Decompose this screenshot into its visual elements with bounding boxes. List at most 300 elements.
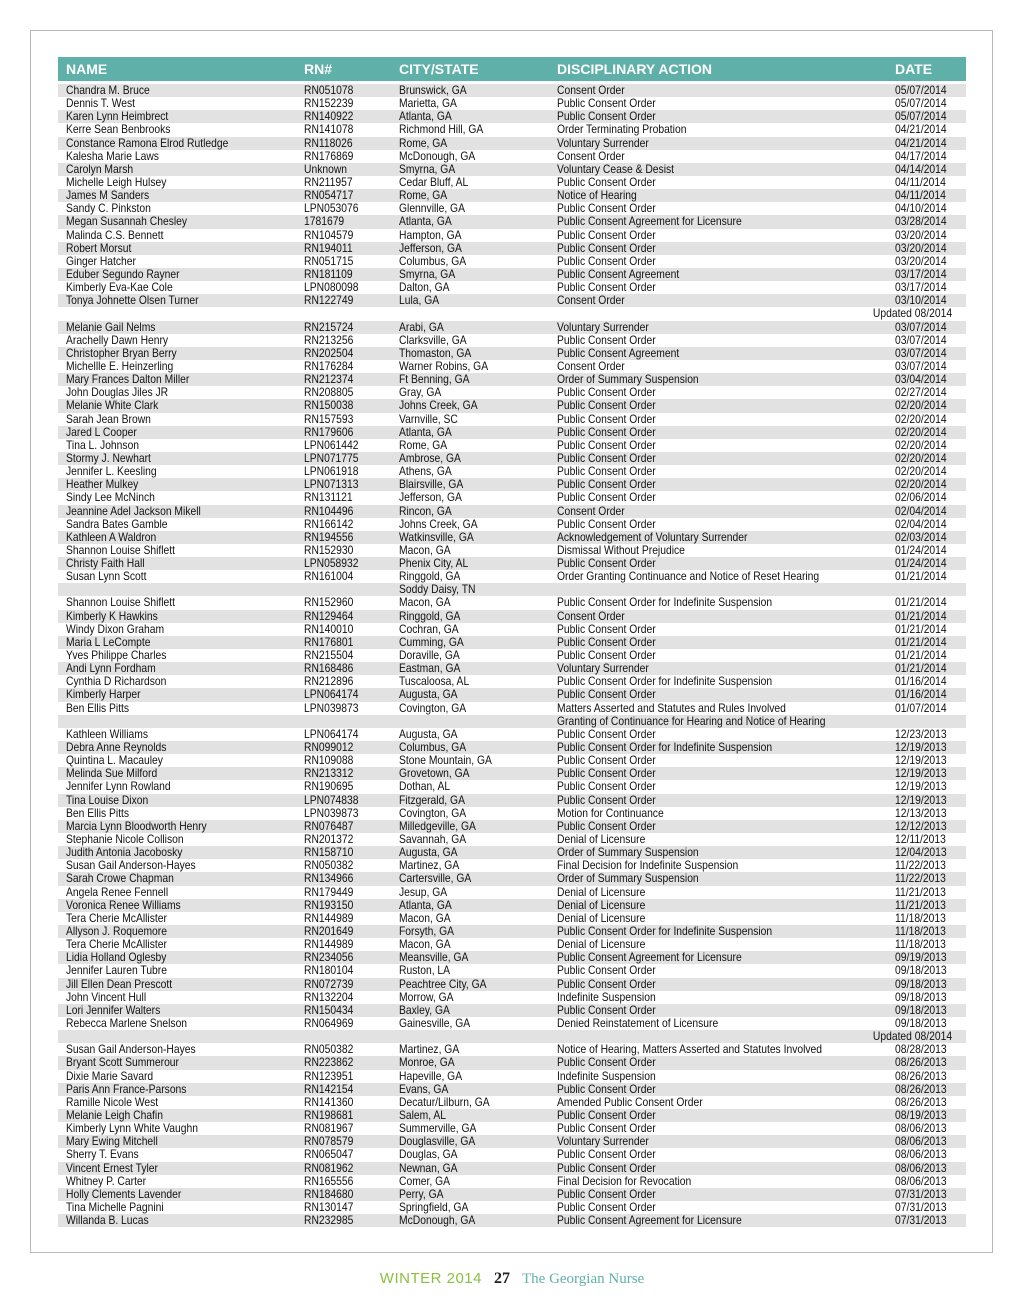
cell-action: Voluntary Surrender (557, 1134, 649, 1149)
cell-city-state: Cedar Bluff, AL (399, 174, 469, 189)
disciplinary-table (58, 84, 966, 1227)
cell-name: Tera Cherie McAllister (66, 910, 167, 925)
cell-city-state: Atlanta, GA (399, 424, 452, 439)
cell-rn: RN141360 (304, 1094, 354, 1109)
cell-action: Denial of Licensure (557, 910, 646, 925)
cell-rn: RN051078 (304, 83, 354, 97)
cell-date: 01/24/2014 (895, 556, 947, 571)
cell-name: Holly Clements Lavender (66, 1186, 182, 1201)
cell-name: Kalesha Marie Laws (66, 148, 159, 163)
cell-rn: RN179606 (304, 424, 354, 439)
cell-date: 02/20/2014 (895, 437, 947, 452)
cell-action: Public Consent Order for Indefinite Suspension (557, 740, 773, 755)
table-row (58, 399, 966, 412)
table-row (58, 531, 966, 544)
cell-action: Public Consent Agreement for Licensure (557, 950, 742, 965)
cell-rn: RN208805 (304, 385, 354, 400)
table-row (58, 478, 966, 491)
cell-action: Public Consent Order (557, 634, 656, 649)
table-row (58, 163, 966, 176)
cell-action: Public Consent Order (557, 1002, 656, 1017)
cell-name: Carolyn Marsh (66, 161, 134, 176)
cell-date: 11/21/2013 (895, 897, 946, 912)
cell-action: Public Consent Order (557, 516, 656, 531)
cell-action: Order of Summary Suspension (557, 372, 699, 387)
cell-rn: RN078579 (304, 1134, 354, 1149)
cell-action: Public Consent Order (557, 1160, 656, 1175)
cell-rn: 1781679 (304, 214, 345, 229)
table-row (58, 321, 966, 334)
cell-city-state: Evans, GA (399, 1081, 449, 1096)
cell-date: 12/19/2013 (895, 792, 947, 807)
cell-city-state: Savannah, GA (399, 832, 467, 847)
page-number: 27 (494, 1270, 510, 1287)
cell-city-state: Ft Benning, GA (399, 372, 470, 387)
cell-name: Christopher Bryan Berry (66, 345, 177, 360)
cell-rn: RN131121 (304, 490, 353, 505)
cell-name: Maria L LeCompte (66, 634, 151, 649)
cell-name: Stephanie Nicole Collison (66, 832, 184, 847)
cell-action: Notice of Hearing, Matters Asserted and Statutes Involved (557, 1042, 823, 1057)
cell-city-state: Varnville, SC (399, 411, 458, 426)
header-date: DATE (895, 61, 933, 77)
cell-action: Public Consent Agreement (557, 266, 680, 281)
cell-name: Kimberly K Hawkins (66, 608, 158, 623)
cell-date: 12/11/2013 (895, 832, 946, 847)
cell-action: Motion for Continuance (557, 805, 664, 820)
cell-city-state: Ringgold, GA (399, 569, 461, 584)
cell-date: 12/19/2013 (895, 779, 947, 794)
cell-name: Shannon Louise Shiflett (66, 595, 176, 610)
cell-name: Ginger Hatcher (66, 253, 136, 268)
cell-date: 02/20/2014 (895, 398, 947, 413)
cell-rn: RN104579 (304, 227, 354, 242)
cell-city-state: Gainesville, GA (399, 1015, 471, 1030)
cell-city-state: Dothan, AL (399, 779, 451, 794)
cell-city-state: Phenix City, AL (399, 556, 469, 571)
cell-rn: RN213312 (304, 766, 354, 781)
table-row (58, 334, 966, 347)
cell-rn: RN165556 (304, 1173, 354, 1188)
cell-date: 09/18/2013 (895, 1015, 947, 1030)
cell-rn: RN140922 (304, 109, 354, 124)
cell-date: 02/04/2014 (895, 503, 947, 518)
cell-rn: RN132204 (304, 989, 354, 1004)
cell-date: 12/23/2013 (895, 726, 947, 741)
cell-date: 04/17/2014 (895, 148, 947, 163)
cell-date: 01/07/2014 (895, 700, 947, 715)
cell-action: Notice of Hearing (557, 188, 637, 203)
cell-name: Heather Mulkey (66, 477, 139, 492)
table-row (58, 767, 966, 780)
cell-action: Public Consent Order (557, 976, 656, 991)
cell-rn: RN201649 (304, 924, 354, 938)
cell-rn: LPN064174 (304, 726, 359, 741)
cell-city-state: Rome, GA (399, 437, 448, 452)
cell-city-state: Fitzgerald, GA (399, 792, 465, 807)
cell-date: 03/10/2014 (895, 293, 947, 308)
cell-date: 07/31/2013 (895, 1213, 947, 1228)
table-row (58, 610, 966, 623)
cell-name: Marcia Lynn Bloodworth Henry (66, 818, 207, 833)
cell-rn: RN144989 (304, 910, 354, 925)
cell-city-state: Summerville, GA (399, 1121, 477, 1136)
cell-name: Susan Gail Anderson-Hayes (66, 858, 196, 873)
cell-name: Sindy Lee McNinch (66, 490, 155, 505)
cell-name: Chandra M. Bruce (66, 83, 150, 97)
cell-rn: RN152239 (304, 96, 354, 111)
cell-name: Eduber Segundo Rayner (66, 266, 180, 281)
table-row (58, 189, 966, 202)
issue-label: WINTER 2014 (379, 1270, 482, 1287)
cell-city-state: Baxley, GA (399, 1002, 450, 1017)
cell-rn: RN181109 (304, 266, 353, 281)
cell-date: 03/07/2014 (895, 332, 947, 347)
table-row (58, 255, 966, 268)
cell-action: Voluntary Surrender (557, 661, 649, 676)
cell-city-state: Decatur/Lilburn, GA (399, 1094, 490, 1109)
cell-date: 02/27/2014 (895, 385, 947, 400)
cell-rn: RN211957 (304, 174, 353, 189)
header-rn: RN# (304, 61, 333, 77)
cell-name: John Douglas Jiles JR (66, 385, 169, 400)
cell-action: Denial of Licensure (557, 832, 646, 847)
cell-city-state: Springfield, GA (399, 1199, 469, 1214)
cell-name: Michellle E. Heinzerling (66, 358, 174, 373)
cell-rn: RN134966 (304, 871, 354, 886)
cell-action: Public Consent Order (557, 253, 656, 268)
table-row (58, 229, 966, 242)
table-row (58, 1175, 966, 1188)
cell-action: Public Consent Order (557, 726, 656, 741)
cell-action: Final Decision for Indefinite Suspension (557, 858, 739, 873)
cell-action: Public Consent Order (557, 1199, 656, 1214)
table-row (58, 741, 966, 754)
cell-action: Public Consent Order (557, 424, 656, 439)
cell-date: 08/26/2013 (895, 1055, 947, 1070)
cell-action: Final Decision for Revocation (557, 1173, 692, 1188)
cell-date: 02/04/2014 (895, 516, 947, 531)
cell-rn: RN122749 (304, 293, 354, 308)
table-row (58, 518, 966, 531)
cell-rn: RN081967 (304, 1121, 354, 1136)
table-row (58, 439, 966, 452)
table-row (58, 465, 966, 478)
cell-rn: RN081962 (304, 1160, 354, 1175)
table-row (58, 137, 966, 150)
cell-name: Mary Frances Dalton Miller (66, 372, 190, 387)
cell-city-state: Marietta, GA (399, 96, 457, 111)
cell-action: Public Consent Order (557, 411, 656, 426)
cell-date: 07/31/2013 (895, 1199, 947, 1214)
cell-action: Voluntary Surrender (557, 135, 649, 150)
table-row (58, 991, 966, 1004)
cell-action: Order of Summary Suspension (557, 871, 699, 886)
cell-name: Kimberly Lynn White Vaughn (66, 1121, 198, 1136)
cell-date: 04/11/2014 (895, 188, 946, 203)
cell-action: Public Consent Order (557, 464, 656, 479)
table-row (58, 1070, 966, 1083)
cell-city-state: Hampton, GA (399, 227, 462, 242)
cell-action: Public Consent Order (557, 1055, 656, 1070)
cell-date: 03/17/2014 (895, 266, 947, 281)
cell-city-state: Doraville, GA (399, 648, 460, 663)
table-header (58, 57, 966, 81)
cell-city-state: Martinez, GA (399, 1042, 460, 1057)
cell-action: Public Consent Order (557, 332, 656, 347)
table-row (58, 688, 966, 701)
table-row (58, 176, 966, 189)
cell-rn: RN050382 (304, 858, 354, 873)
cell-city-state: Covington, GA (399, 700, 467, 715)
cell-date: 01/21/2014 (895, 608, 947, 623)
cell-rn: RN118026 (304, 135, 353, 150)
cell-rn: RN223862 (304, 1055, 354, 1070)
cell-rn: LPN061918 (304, 464, 359, 479)
cell-date: 05/07/2014 (895, 109, 947, 124)
cell-name: Arachelly Dawn Henry (66, 332, 169, 347)
cell-name: Malinda C.S. Bennett (66, 227, 164, 242)
cell-name: Kimberly Eva-Kae Cole (66, 280, 173, 295)
table-row (58, 820, 966, 833)
cell-action: Consent Order (557, 293, 625, 308)
table-row (58, 859, 966, 872)
table-row (58, 1004, 966, 1017)
cell-rn: LPN064174 (304, 687, 359, 702)
cell-name: Jennifer Lynn Rowland (66, 779, 171, 794)
cell-city-state: Grovetown, GA (399, 766, 470, 781)
table-row (58, 268, 966, 281)
cell-name: Kimberly Harper (66, 687, 141, 702)
page-footer (0, 1270, 1024, 1288)
cell-date: 08/26/2013 (895, 1068, 947, 1083)
cell-rn: RN212374 (304, 372, 354, 387)
cell-rn: RN212896 (304, 674, 354, 689)
cell-rn: RN215504 (304, 648, 354, 663)
cell-rn: RN193150 (304, 897, 354, 912)
cell-city-state: Richmond Hill, GA (399, 122, 484, 137)
cell-name: Sarah Jean Brown (66, 411, 151, 426)
cell-action: Public Consent Order (557, 201, 656, 216)
table-row (58, 97, 966, 110)
cell-date: 04/21/2014 (895, 122, 947, 137)
table-row (58, 386, 966, 399)
cell-date: 03/07/2014 (895, 319, 947, 334)
cell-date: 12/19/2013 (895, 753, 947, 768)
cell-name: Michelle Leigh Hulsey (66, 174, 167, 189)
cell-rn: RN152930 (304, 542, 354, 557)
cell-action: Public Consent Order (557, 437, 656, 452)
table-row (58, 110, 966, 123)
cell-action: Public Consent Order (557, 753, 656, 768)
cell-action: Public Consent Order (557, 280, 656, 295)
cell-rn: RN076487 (304, 818, 354, 833)
cell-action: Public Consent Agreement for Licensure (557, 214, 742, 229)
cell-date: 09/18/2013 (895, 989, 947, 1004)
cell-rn: RN150038 (304, 398, 354, 413)
table-row (58, 912, 966, 925)
cell-date: 02/20/2014 (895, 477, 947, 492)
cell-date: 09/18/2013 (895, 1002, 947, 1017)
cell-name: Ben Ellis Pitts (66, 805, 130, 820)
cell-city-state: Ruston, LA (399, 963, 451, 978)
cell-name: Christy Faith Hall (66, 556, 145, 571)
cell-rn: RN050382 (304, 1042, 354, 1057)
cell-city-state: Tuscaloosa, AL (399, 674, 470, 689)
cell-name: Tina L. Johnson (66, 437, 140, 452)
cell-name: Whitney P. Carter (66, 1173, 147, 1188)
cell-city-state: Arabi, GA (399, 319, 444, 334)
cell-date: 08/06/2013 (895, 1134, 947, 1149)
cell-rn: RN140010 (304, 621, 354, 636)
cell-name: Robert Morsut (66, 240, 132, 255)
header-name: NAME (66, 61, 108, 77)
cell-city-state: Eastman, GA (399, 661, 461, 676)
cell-rn: LPN058932 (304, 556, 359, 571)
cell-action: Public Consent Order (557, 1081, 656, 1096)
table-row (58, 715, 966, 728)
cell-date: 08/06/2013 (895, 1121, 947, 1136)
cell-action: Denial of Licensure (557, 897, 646, 912)
cell-date: 05/07/2014 (895, 83, 947, 97)
cell-name: Susan Gail Anderson-Hayes (66, 1042, 196, 1057)
cell-rn: LPN071775 (304, 450, 359, 465)
cell-city-state: Columbus, GA (399, 740, 467, 755)
cell-rn: RN234056 (304, 950, 354, 965)
cell-city-state: Salem, AL (399, 1107, 447, 1122)
cell-name: Andi Lynn Fordham (66, 661, 156, 676)
cell-date: 11/18/2013 (895, 924, 946, 938)
cell-name: Stormy J. Newhart (66, 450, 151, 465)
cell-action: Public Consent Order (557, 779, 656, 794)
cell-rn: RN051715 (304, 253, 354, 268)
cell-action: Granting of Continuance for Hearing and Notice of Hearing (557, 713, 826, 728)
table-row (58, 570, 966, 583)
cell-date: 03/04/2014 (895, 372, 947, 387)
cell-name: Judith Antonia Jacobosky (66, 845, 183, 860)
cell-name: Constance Ramona Elrod Rutledge (66, 135, 229, 150)
cell-rn: RN198681 (304, 1107, 354, 1122)
cell-rn: RN194556 (304, 529, 354, 544)
cell-date: 02/06/2014 (895, 490, 947, 505)
cell-rn: LPN074838 (304, 792, 359, 807)
cell-rn: RN161004 (304, 569, 354, 584)
cell-action: Public Consent Agreement (557, 345, 680, 360)
cell-city-state: Watkinsville, GA (399, 529, 474, 544)
cell-city-state: Atlanta, GA (399, 897, 452, 912)
table-row (58, 202, 966, 215)
cell-name: Melinda Sue Milford (66, 766, 158, 781)
cell-city-state: Cumming, GA (399, 634, 464, 649)
cell-name: Cynthia D Richardson (66, 674, 167, 689)
cell-date: 08/19/2013 (895, 1107, 947, 1122)
cell-city-state: Forsyth, GA (399, 924, 455, 938)
cell-date: 01/21/2014 (895, 569, 947, 584)
table-row (58, 505, 966, 518)
cell-city-state: Rome, GA (399, 188, 448, 203)
cell-name: Dennis T. West (66, 96, 136, 111)
table-row (58, 1017, 966, 1030)
cell-city-state: Macon, GA (399, 595, 451, 610)
cell-date: 11/18/2013 (895, 937, 946, 952)
cell-name: Ramille Nicole West (66, 1094, 159, 1109)
cell-rn: RN099012 (304, 740, 354, 755)
cell-rn: LPN039873 (304, 700, 359, 715)
cell-action: Public Consent Order (557, 818, 656, 833)
table-row (58, 702, 966, 715)
cell-city-state: Macon, GA (399, 542, 451, 557)
cell-name: Melanie Leigh Chafin (66, 1107, 163, 1122)
cell-city-state: Rome, GA (399, 135, 448, 150)
cell-name: Jill Ellen Dean Prescott (66, 976, 173, 991)
cell-date: 03/17/2014 (895, 280, 947, 295)
cell-city-state: Jefferson, GA (399, 490, 462, 505)
cell-rn: RN180104 (304, 963, 354, 978)
cell-date: 01/21/2014 (895, 661, 947, 676)
cell-date: 02/20/2014 (895, 464, 947, 479)
table-row (58, 728, 966, 741)
cell-name: Sandra Bates Gamble (66, 516, 168, 531)
cell-action: Public Consent Order (557, 96, 656, 111)
cell-action: Denial of Licensure (557, 884, 646, 899)
cell-action: Public Consent Order (557, 621, 656, 636)
cell-action: Denial of Licensure (557, 937, 646, 952)
cell-name: Tera Cherie McAllister (66, 937, 167, 952)
cell-action: Denied Reinstatement of Licensure (557, 1015, 719, 1030)
cell-city-state: Martinez, GA (399, 858, 460, 873)
cell-date: 04/21/2014 (895, 135, 947, 150)
cell-name: Lidia Holland Oglesby (66, 950, 167, 965)
table-row (58, 150, 966, 163)
cell-name: Tina Louise Dixon (66, 792, 149, 807)
cell-date: 08/06/2013 (895, 1160, 947, 1175)
cell-date: 04/10/2014 (895, 201, 947, 216)
table-row (58, 623, 966, 636)
cell-action: Public Consent Order (557, 1186, 656, 1201)
cell-rn: RN150434 (304, 1002, 354, 1017)
cell-city-state: McDonough, GA (399, 148, 476, 163)
cell-rn: RN213256 (304, 332, 354, 347)
table-row (58, 1201, 966, 1214)
cell-action: Matters Asserted and Statutes and Rules Involved (557, 700, 786, 715)
cell-name: John Vincent Hull (66, 989, 147, 1004)
cell-action: Indefinite Suspension (557, 989, 656, 1004)
cell-rn: RN152960 (304, 595, 354, 610)
cell-rn: LPN071313 (304, 477, 359, 492)
cell-action: Voluntary Cease & Desist (557, 161, 675, 176)
cell-city-state: Perry, GA (399, 1186, 444, 1201)
table-row (58, 347, 966, 360)
table-row (58, 1083, 966, 1096)
cell-name: Susan Lynn Scott (66, 569, 147, 584)
table-row (58, 1188, 966, 1201)
cell-rn: RN072739 (304, 976, 354, 991)
cell-rn: LPN053076 (304, 201, 359, 216)
cell-date: 05/07/2014 (895, 96, 947, 111)
cell-action: Public Consent Order (557, 687, 656, 702)
cell-city-state: Lula, GA (399, 293, 440, 308)
cell-city-state: Gray, GA (399, 385, 442, 400)
cell-rn: RN157593 (304, 411, 354, 426)
cell-name: Debra Anne Reynolds (66, 740, 167, 755)
table-row (58, 84, 966, 97)
cell-action: Public Consent Order (557, 792, 656, 807)
cell-action: Public Consent Order (557, 490, 656, 505)
table-row (58, 1096, 966, 1109)
cell-action: Public Consent Order (557, 385, 656, 400)
cell-date: 01/21/2014 (895, 621, 947, 636)
cell-date: 02/03/2014 (895, 529, 947, 544)
